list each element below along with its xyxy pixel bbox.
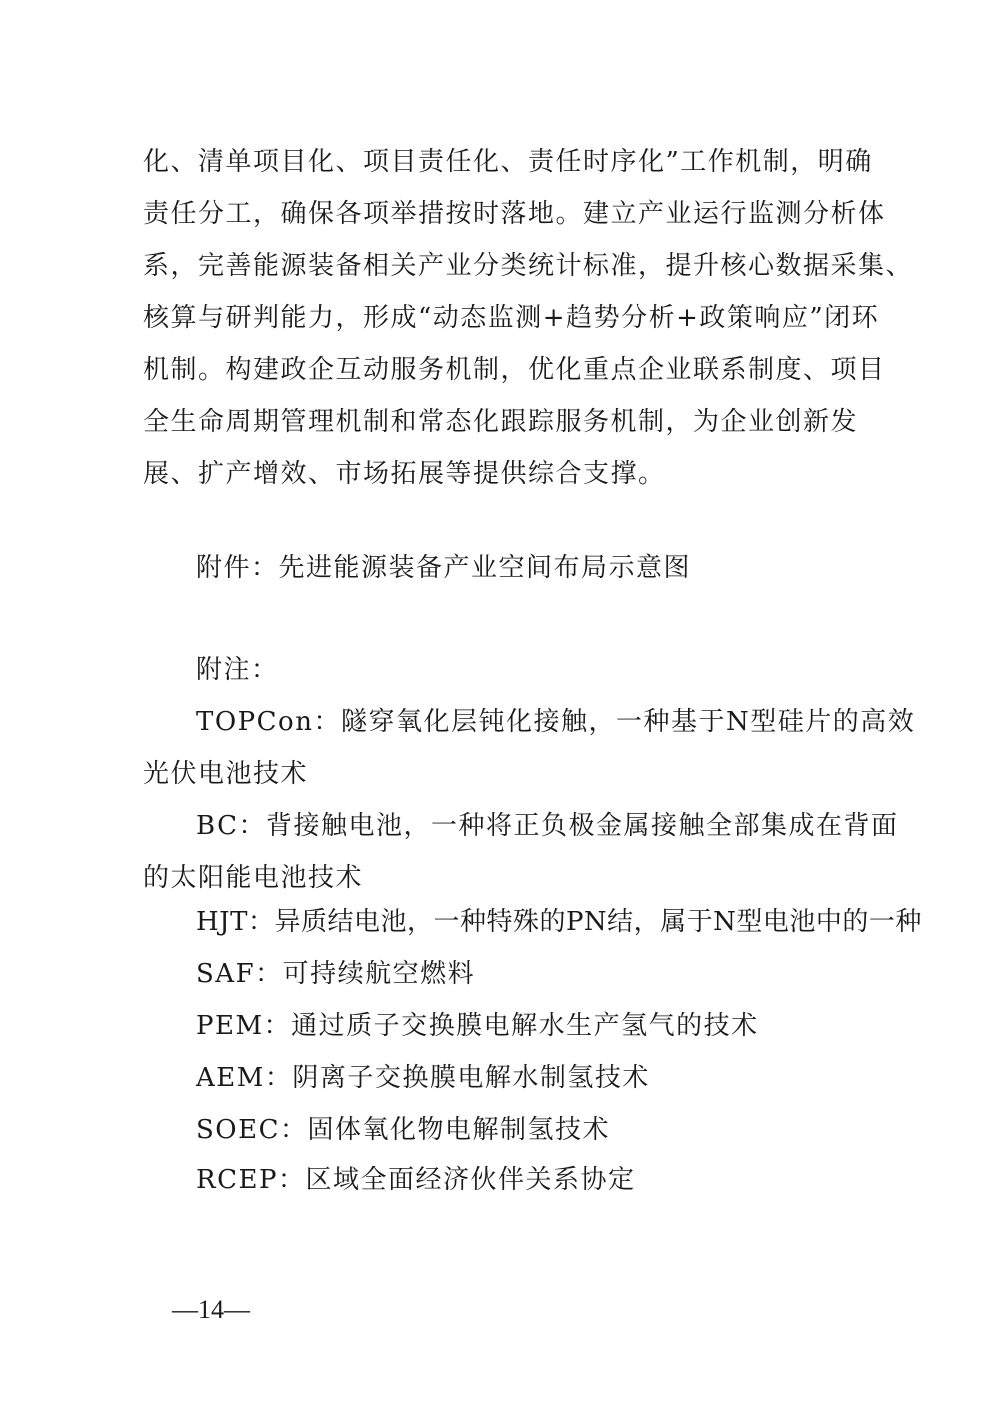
body-line-1: 化、清单项目化、项目责任化、责任时序化”工作机制，明确 <box>143 147 873 177</box>
note-hjt: HJT：异质结电池，一种特殊的PN结，属于N型电池中的一种 <box>196 907 922 937</box>
attachment-line: 附件：先进能源装备产业空间布局示意图 <box>196 553 692 583</box>
page-number: —14— <box>172 1295 250 1324</box>
body-line-4: 核算与研判能力，形成“动态监测+趋势分析+政策响应”闭环 <box>143 303 880 333</box>
body-line-2: 责任分工，确保各项举措按时落地。建立产业运行监测分析体 <box>143 199 886 229</box>
note-pem: PEM：通过质子交换膜电解水生产氢气的技术 <box>196 1011 759 1041</box>
body-line-5: 机制。构建政企互动服务机制，优化重点企业联系制度、项目 <box>143 355 886 385</box>
note-aem: AEM：阴离子交换膜电解水制氢技术 <box>196 1063 650 1093</box>
body-line-6: 全生命周期管理机制和常态化跟踪服务机制，为企业创新发 <box>143 407 859 437</box>
note-bc-line-2: 的太阳能电池技术 <box>143 863 364 893</box>
note-saf: SAF：可持续航空燃料 <box>196 959 476 989</box>
note-topcon-line-1: TOPCon：隧穿氧化层钝化接触，一种基于N型硅片的高效 <box>196 707 916 737</box>
body-line-7: 展、扩产增效、市场拓展等提供综合支撑。 <box>143 459 666 489</box>
notes-heading: 附注： <box>196 655 279 685</box>
note-soec: SOEC：固体氧化物电解制氢技术 <box>196 1115 611 1145</box>
note-rcep: RCEP：区域全面经济伙伴关系协定 <box>196 1165 636 1195</box>
body-line-3: 系，完善能源装备相关产业分类统计标准，提升核心数据采集、 <box>143 251 914 281</box>
note-topcon-line-2: 光伏电池技术 <box>143 759 309 789</box>
note-bc-line-1: BC：背接触电池，一种将正负极金属接触全部集成在背面 <box>196 811 899 841</box>
